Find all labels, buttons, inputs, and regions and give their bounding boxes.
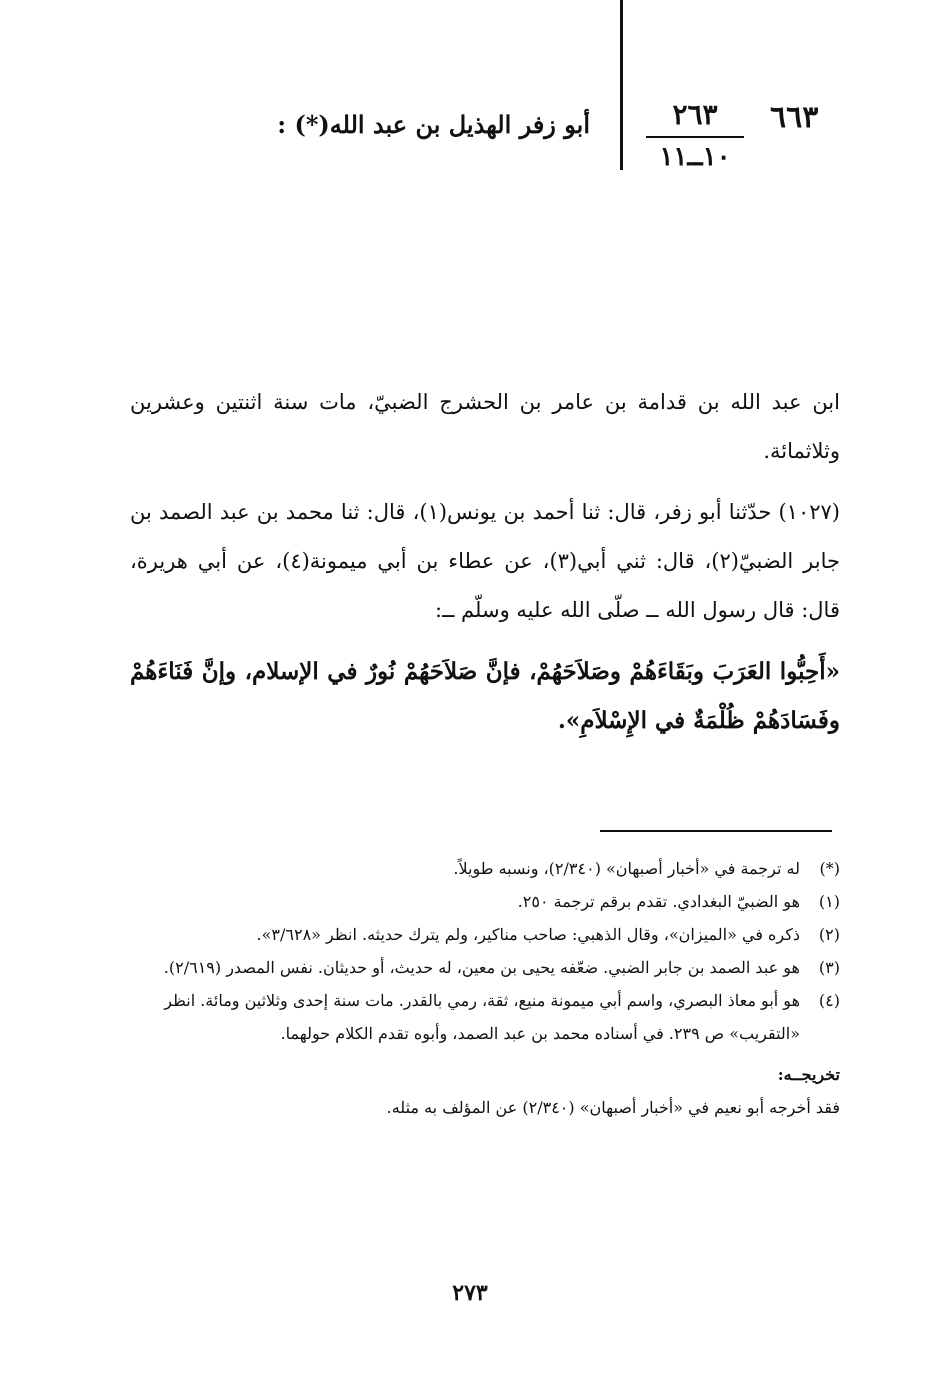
footnote-text: هو الضبيّ البغدادي. تقدم برقم ترجمة ٢٥٠. <box>517 892 800 911</box>
footnote-text: هو أبو معاذ البصري، واسم أبي ميمونة منيع، ثقة، رمي بالقدر. مات سنة إحدى وثلاثين ومائة. انظر «التقريب» ص ٢٣٩. في أسناده محمد بن عبد الصمد، وأبوه تقدم الكلام حولهما. <box>164 991 800 1043</box>
footnote-text: له ترجمة في «أخبار أصبهان» (٢/٣٤٠)، ونسبه طويلاً. <box>453 859 800 878</box>
fraction-bottom: ١٠ــ١١ <box>659 142 731 172</box>
footnote-mark: (٢) <box>818 925 840 944</box>
footnote <box>140 885 840 918</box>
biography-paragraph: ابن عبد الله بن قدامة بن عامر بن الحشرج الضبيّ، مات سنة اثنتين وعشرين وثلاثمائة. <box>130 390 840 463</box>
footnote-text: هو عبد الصمد بن جابر الضبي. ضعّفه يحيى بن معين، له حديث، أو حديثان. نفس المصدر (٢/٦١٩). <box>163 958 800 977</box>
footnote-mark: (٣) <box>818 958 840 977</box>
footnote-mark: (٤) <box>818 991 840 1010</box>
footnote-mark: (١) <box>818 892 840 911</box>
entry-fraction <box>640 98 750 172</box>
main-text <box>130 378 840 757</box>
footnote <box>140 852 840 885</box>
isnad-paragraph: (١٠٢٧) حدّثنا أبو زفر، قال: ثنا أحمد بن يونس(١)، قال: ثنا محمد بن عبد الصمد بن جابر الضبيّ(٢)، قال: ثني أبي(٣)، عن عطاء بن أبي ميمونة(٤)، عن أبي هريرة، قال: قال رسول الله ــ صلّى الله عليه وسلّم ــ: <box>130 500 840 622</box>
footnotes <box>140 852 840 1124</box>
footnote-mark: (*) <box>819 859 840 878</box>
header-divider-line <box>620 0 623 170</box>
footnote-separator <box>600 830 832 832</box>
footnote <box>140 984 840 1050</box>
footnote <box>140 918 840 951</box>
page-number: ٢٧٣ <box>452 1280 488 1306</box>
takhrij-heading: تخريجــه: <box>777 1065 840 1084</box>
entry-title: أبو زفر الهذيل بن عبد الله(*) : <box>277 110 590 139</box>
fraction-top: ٢٦٣ <box>672 98 718 131</box>
hadith-text: «أَحِبُّوا العَرَبَ وبَقَاءَهُمْ وصَلاَحَهُمْ، فإنَّ صَلاَحَهُمْ نُورٌ في الإسلام، وإنَّ فَنَاءَهُمْ وفَسَادَهُمْ ظُلْمَةٌ في الإِسْلاَمِ». <box>130 658 840 734</box>
footnote <box>140 951 840 984</box>
footnote-text: ذكره في «الميزان»، وقال الذهبي: صاحب مناكير، ولم يترك حديثه. انظر «٣/٦٢٨». <box>256 925 800 944</box>
entry-number: ٦٦٣ <box>770 100 819 135</box>
takhrij-text: فقد أخرجه أبو نعيم في «أخبار أصبهان» (٢/٣٤٠) عن المؤلف به مثله. <box>386 1098 840 1117</box>
fraction-bar <box>646 136 744 138</box>
